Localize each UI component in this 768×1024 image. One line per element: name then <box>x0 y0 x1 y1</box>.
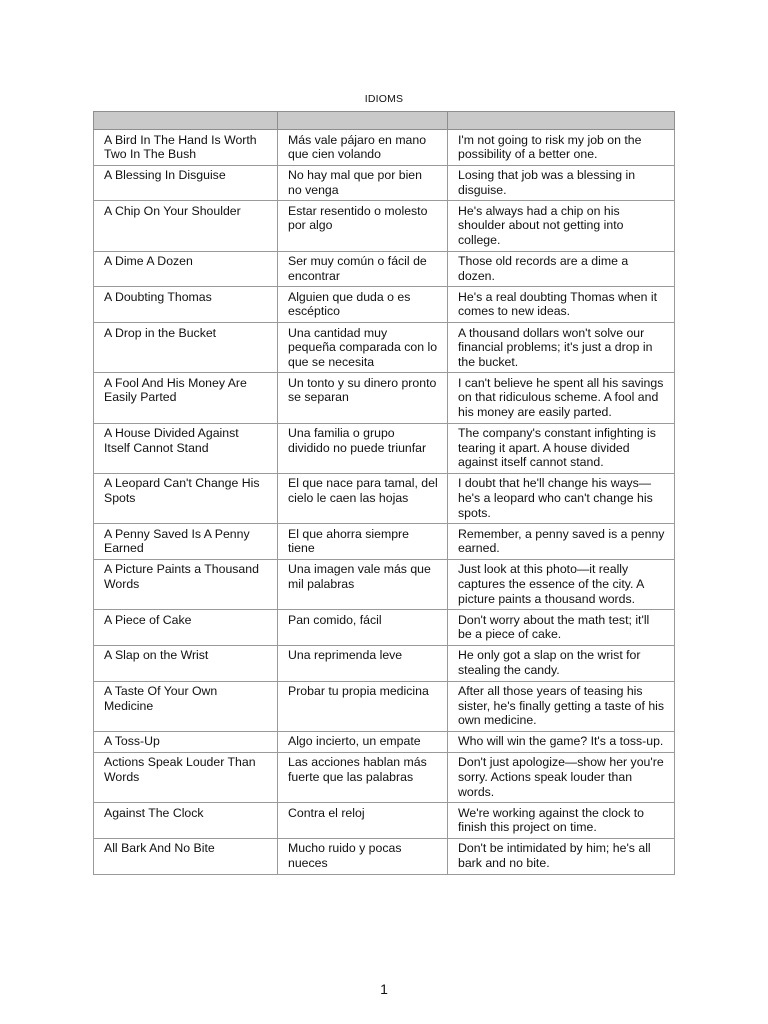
table-row <box>94 731 675 752</box>
example-sentence-cell: We're working against the clock to finish this project on time. <box>448 803 675 839</box>
spanish-translation-cell: Alguien que duda o es escéptico <box>278 287 448 323</box>
spanish-translation-cell: Una familia o grupo dividido no puede triunfar <box>278 423 448 473</box>
example-sentence-cell: Losing that job was a blessing in disguise. <box>448 165 675 201</box>
table-row <box>94 201 675 251</box>
example-sentence-cell: Don't just apologize—show her you're sorry. Actions speak louder than words. <box>448 752 675 802</box>
spanish-translation-cell: Estar resentido o molesto por algo <box>278 201 448 251</box>
example-sentence-cell: I'm not going to risk my job on the possibility of a better one. <box>448 130 675 166</box>
idiom-cell: A Taste Of Your Own Medicine <box>94 681 278 731</box>
idiom-cell: A Drop in the Bucket <box>94 323 278 373</box>
table-row <box>94 752 675 802</box>
table-body <box>94 130 675 875</box>
idiom-cell: A Doubting Thomas <box>94 287 278 323</box>
example-sentence-cell: Don't be intimidated by him; he's all bark and no bite. <box>448 838 675 874</box>
idioms-table <box>93 111 675 875</box>
example-sentence-cell: A thousand dollars won't solve our financial problems; it's just a drop in the bucket. <box>448 323 675 373</box>
spanish-translation-cell: Un tonto y su dinero pronto se separan <box>278 373 448 423</box>
table-row <box>94 130 675 166</box>
example-sentence-cell: He only got a slap on the wrist for stealing the candy. <box>448 645 675 681</box>
document-title: IDIOMS <box>364 93 404 105</box>
idiom-cell: A House Divided Against Itself Cannot Stand <box>94 423 278 473</box>
example-sentence-cell: Just look at this photo—it really captures the essence of the city. A picture paints a thousand words. <box>448 559 675 609</box>
example-sentence-cell: He's a real doubting Thomas when it comes to new ideas. <box>448 287 675 323</box>
page-number: 1 <box>380 981 388 997</box>
idiom-cell: A Slap on the Wrist <box>94 645 278 681</box>
table-row <box>94 559 675 609</box>
table-row <box>94 473 675 523</box>
example-sentence-cell: Who will win the game? It's a toss-up. <box>448 731 675 752</box>
idiom-cell: A Dime A Dozen <box>94 251 278 287</box>
idiom-cell: Against The Clock <box>94 803 278 839</box>
table-row <box>94 610 675 646</box>
table-row <box>94 838 675 874</box>
example-sentence-cell: Those old records are a dime a dozen. <box>448 251 675 287</box>
table-row <box>94 681 675 731</box>
table-header <box>94 112 675 130</box>
example-sentence-cell: The company's constant infighting is tearing it apart. A house divided against itself cannot stand. <box>448 423 675 473</box>
table-row <box>94 323 675 373</box>
spanish-translation-cell: Contra el reloj <box>278 803 448 839</box>
spanish-translation-cell: Más vale pájaro en mano que cien volando <box>278 130 448 166</box>
spanish-translation-cell: El que nace para tamal, del cielo le caen las hojas <box>278 473 448 523</box>
table-row <box>94 524 675 560</box>
example-sentence-cell: Remember, a penny saved is a penny earned. <box>448 524 675 560</box>
header-row <box>94 112 675 130</box>
spanish-translation-cell: Una cantidad muy pequeña comparada con lo que se necesita <box>278 323 448 373</box>
spanish-translation-cell: El que ahorra siempre tiene <box>278 524 448 560</box>
idiom-cell: A Piece of Cake <box>94 610 278 646</box>
idiom-cell: Actions Speak Louder Than Words <box>94 752 278 802</box>
idiom-cell: A Picture Paints a Thousand Words <box>94 559 278 609</box>
spanish-translation-cell: Ser muy común o fácil de encontrar <box>278 251 448 287</box>
table-row <box>94 803 675 839</box>
table-row <box>94 373 675 423</box>
idiom-cell: A Penny Saved Is A Penny Earned <box>94 524 278 560</box>
example-sentence-cell: I doubt that he'll change his ways—he's a leopard who can't change his spots. <box>448 473 675 523</box>
header-cell-example <box>448 112 675 130</box>
idiom-cell: A Fool And His Money Are Easily Parted <box>94 373 278 423</box>
spanish-translation-cell: Pan comido, fácil <box>278 610 448 646</box>
idiom-cell: A Blessing In Disguise <box>94 165 278 201</box>
table-row <box>94 423 675 473</box>
example-sentence-cell: He's always had a chip on his shoulder about not getting into college. <box>448 201 675 251</box>
idiom-cell: A Bird In The Hand Is Worth Two In The Bush <box>94 130 278 166</box>
spanish-translation-cell: No hay mal que por bien no venga <box>278 165 448 201</box>
idiom-cell: A Chip On Your Shoulder <box>94 201 278 251</box>
idiom-cell: All Bark And No Bite <box>94 838 278 874</box>
header-cell-idiom <box>94 112 278 130</box>
spanish-translation-cell: Probar tu propia medicina <box>278 681 448 731</box>
header-cell-spanish <box>278 112 448 130</box>
table-row <box>94 287 675 323</box>
idiom-cell: A Toss-Up <box>94 731 278 752</box>
spanish-translation-cell: Mucho ruido y pocas nueces <box>278 838 448 874</box>
spanish-translation-cell: Una imagen vale más que mil palabras <box>278 559 448 609</box>
idiom-cell: A Leopard Can't Change His Spots <box>94 473 278 523</box>
example-sentence-cell: I can't believe he spent all his savings on that ridiculous scheme. A fool and his money are easily parted. <box>448 373 675 423</box>
spanish-translation-cell: Algo incierto, un empate <box>278 731 448 752</box>
example-sentence-cell: After all those years of teasing his sister, he's finally getting a taste of his own medicine. <box>448 681 675 731</box>
table-row <box>94 645 675 681</box>
example-sentence-cell: Don't worry about the math test; it'll be a piece of cake. <box>448 610 675 646</box>
spanish-translation-cell: Las acciones hablan más fuerte que las palabras <box>278 752 448 802</box>
table-row <box>94 251 675 287</box>
spanish-translation-cell: Una reprimenda leve <box>278 645 448 681</box>
table-row <box>94 165 675 201</box>
